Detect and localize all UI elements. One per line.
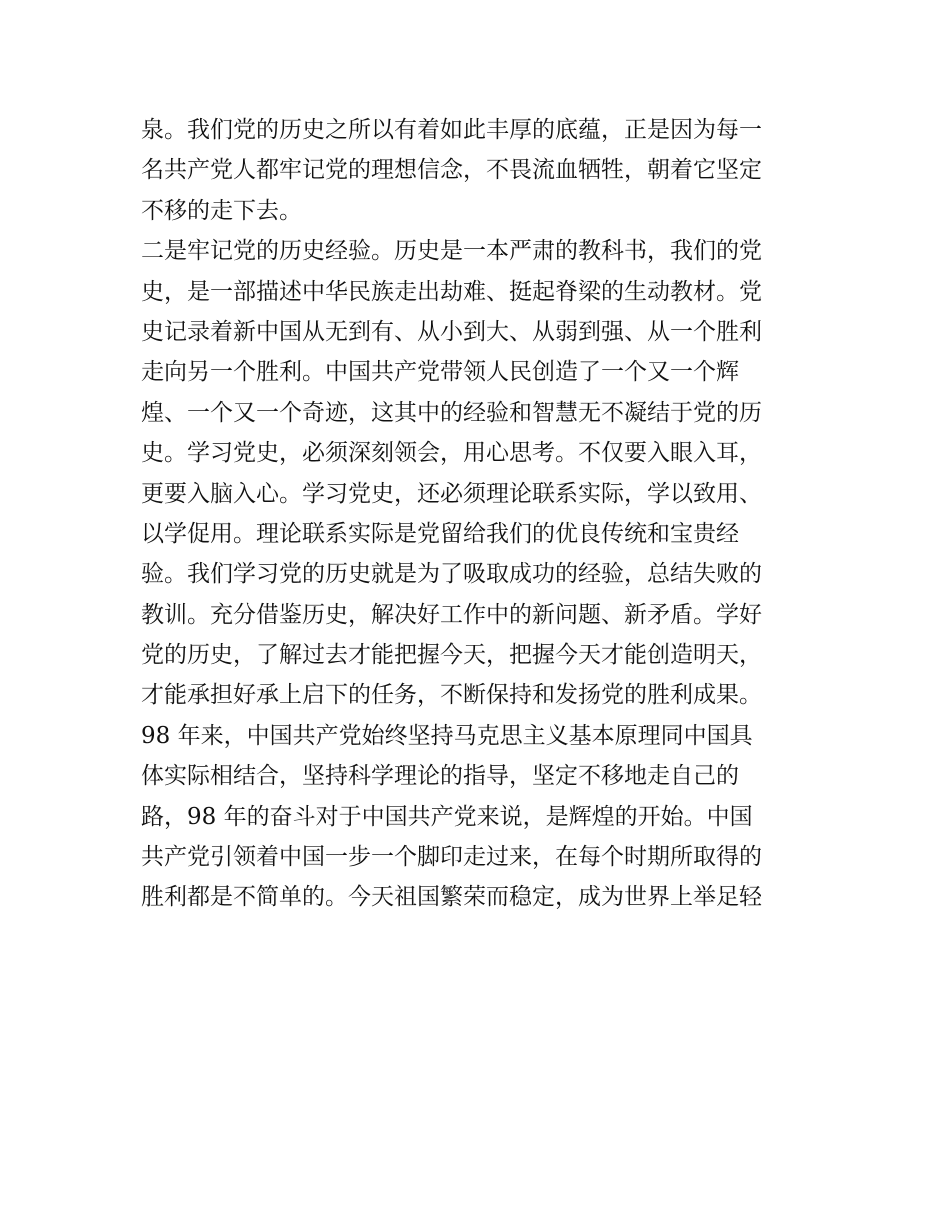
text-line: 验。我们学习党的历史就是为了吸取成功的经验，总结失败的 <box>141 561 762 588</box>
text-line: 路，98 年的奋斗对于中国共产党来说，是辉煌的开始。中国 <box>141 803 753 830</box>
text-line: 名共产党人都牢记党的理想信念，不畏流血牺牲，朝着它坚定 <box>141 157 762 184</box>
text-line: 史。学习党史，必须深刻领会，用心思考。不仅要入眼入耳， <box>141 440 762 467</box>
text-line: 史，是一部描述中华民族走出劫难、挺起脊梁的生动教材。党 <box>141 278 762 305</box>
text-line: 98 年来，中国共产党始终坚持马克思主义基本原理同中国具 <box>141 722 753 749</box>
text-line: 泉。我们党的历史之所以有着如此丰厚的底蕴，正是因为每一 <box>141 117 762 143</box>
text-line: 走向另一个胜利。中国共产党带领人民创造了一个又一个辉 <box>141 359 739 386</box>
text-line: 不移的走下去。 <box>141 197 302 224</box>
text-line: 才能承担好承上启下的任务，不断保持和发扬党的胜利成果。 <box>141 682 762 709</box>
text-line: 煌、一个又一个奇迹，这其中的经验和智慧无不凝结于党的历 <box>141 399 762 426</box>
text-line: 以学促用。理论联系实际是党留给我们的优良传统和宝贵经 <box>141 520 739 547</box>
text-line: 史记录着新中国从无到有、从小到大、从弱到强、从一个胜利 <box>141 318 762 345</box>
text-line: 教训。充分借鉴历史，解决好工作中的新问题、新矛盾。学好 <box>141 601 762 628</box>
text-line: 党的历史，了解过去才能把握今天，把握今天才能创造明天， <box>141 642 762 669</box>
text-line: 胜利都是不简单的。今天祖国繁荣而稳定，成为世界上举足轻 <box>141 884 762 911</box>
body-text <box>141 110 821 918</box>
text-line: 体实际相结合，坚持科学理论的指导，坚定不移地走自己的 <box>141 763 739 790</box>
text-line: 更要入脑入心。学习党史，还必须理论联系实际，学以致用、 <box>141 480 762 507</box>
text-line: 共产党引领着中国一步一个脚印走过来，在每个时期所取得的 <box>141 844 762 871</box>
text-line: 二是牢记党的历史经验。历史是一本严肃的教科书，我们的党 <box>141 238 762 265</box>
